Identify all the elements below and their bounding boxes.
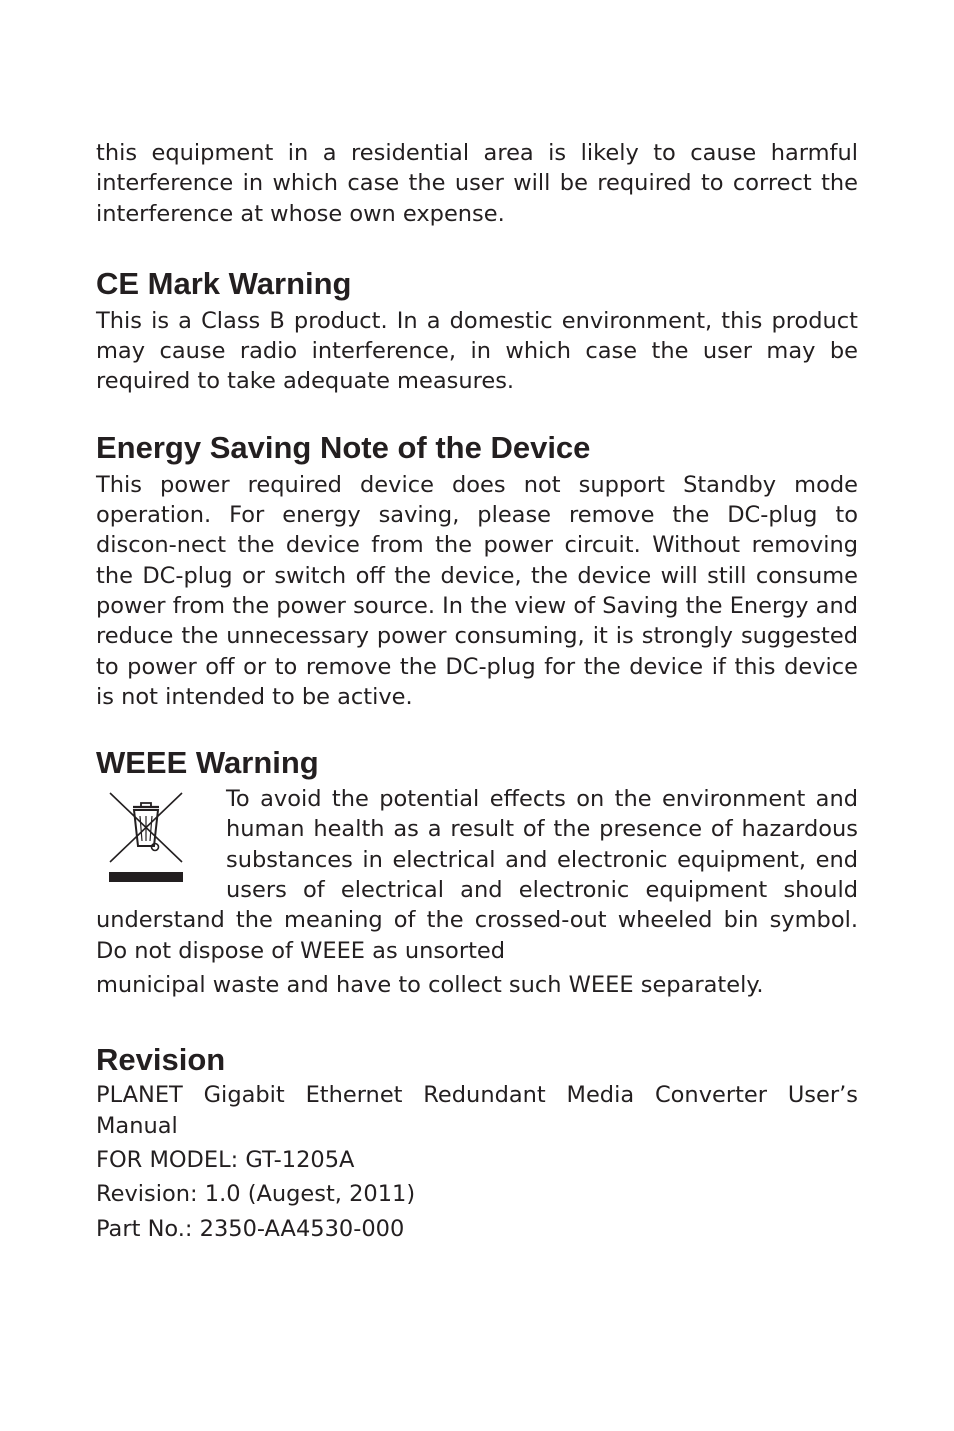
weee-warning-body-last-line: municipal waste and have to collect such WEEE separately.: [96, 971, 764, 998]
ce-mark-warning-body: This is a Class B product. In a domestic environment, this product may cause radio interference, in which case the user may be required to take adequate measures.: [96, 307, 858, 395]
energy-saving-heading: Energy Saving Note of the Device: [96, 429, 591, 465]
intro-paragraph: this equipment in a residential area is likely to cause harmful interference in which case the user will be required to correct the interference at whose own expense.: [96, 140, 858, 227]
weee-warning-heading: WEEE Warning: [96, 745, 319, 781]
revision-manual-title: PLANET Gigabit Ethernet Redundant Media Converter User’s Manual: [96, 1082, 858, 1139]
crossed-out-wheeled-bin-icon: [96, 786, 226, 882]
revision-part-number: Part No.: 2350-AA4530-000: [96, 1216, 405, 1243]
weee-warning-body: To avoid the potential effects on the environment and human health as a result of the presence of hazardous substances in electrical and electronic equipment, end users of electrical and electronic equipment should understand the meaning of the crossed-out wheeled bin symbol. Do not dispose of WEEE as unsorted: [96, 786, 858, 964]
revision-number: Revision: 1.0 (Augest, 2011): [96, 1181, 416, 1208]
weee-warning-section: [96, 784, 858, 1000]
revision-model: FOR MODEL: GT-1205A: [96, 1146, 355, 1173]
energy-saving-body: This power required device does not support Standby mode operation. For energy saving, please remove the DC-plug to discon-nect the device from the power circuit. Without removing the DC-plug or switch off the device, the device will still consume power from the power source. In the view of Saving the Energy and reduce the unnecessary power consuming, it is strongly suggested to power off or to remove the DC-plug for the device if this device is not intended to be active.: [96, 471, 858, 710]
document-page: [96, 138, 858, 1245]
revision-heading: Revision: [96, 1042, 226, 1078]
ce-mark-warning-heading: CE Mark Warning: [96, 265, 352, 301]
